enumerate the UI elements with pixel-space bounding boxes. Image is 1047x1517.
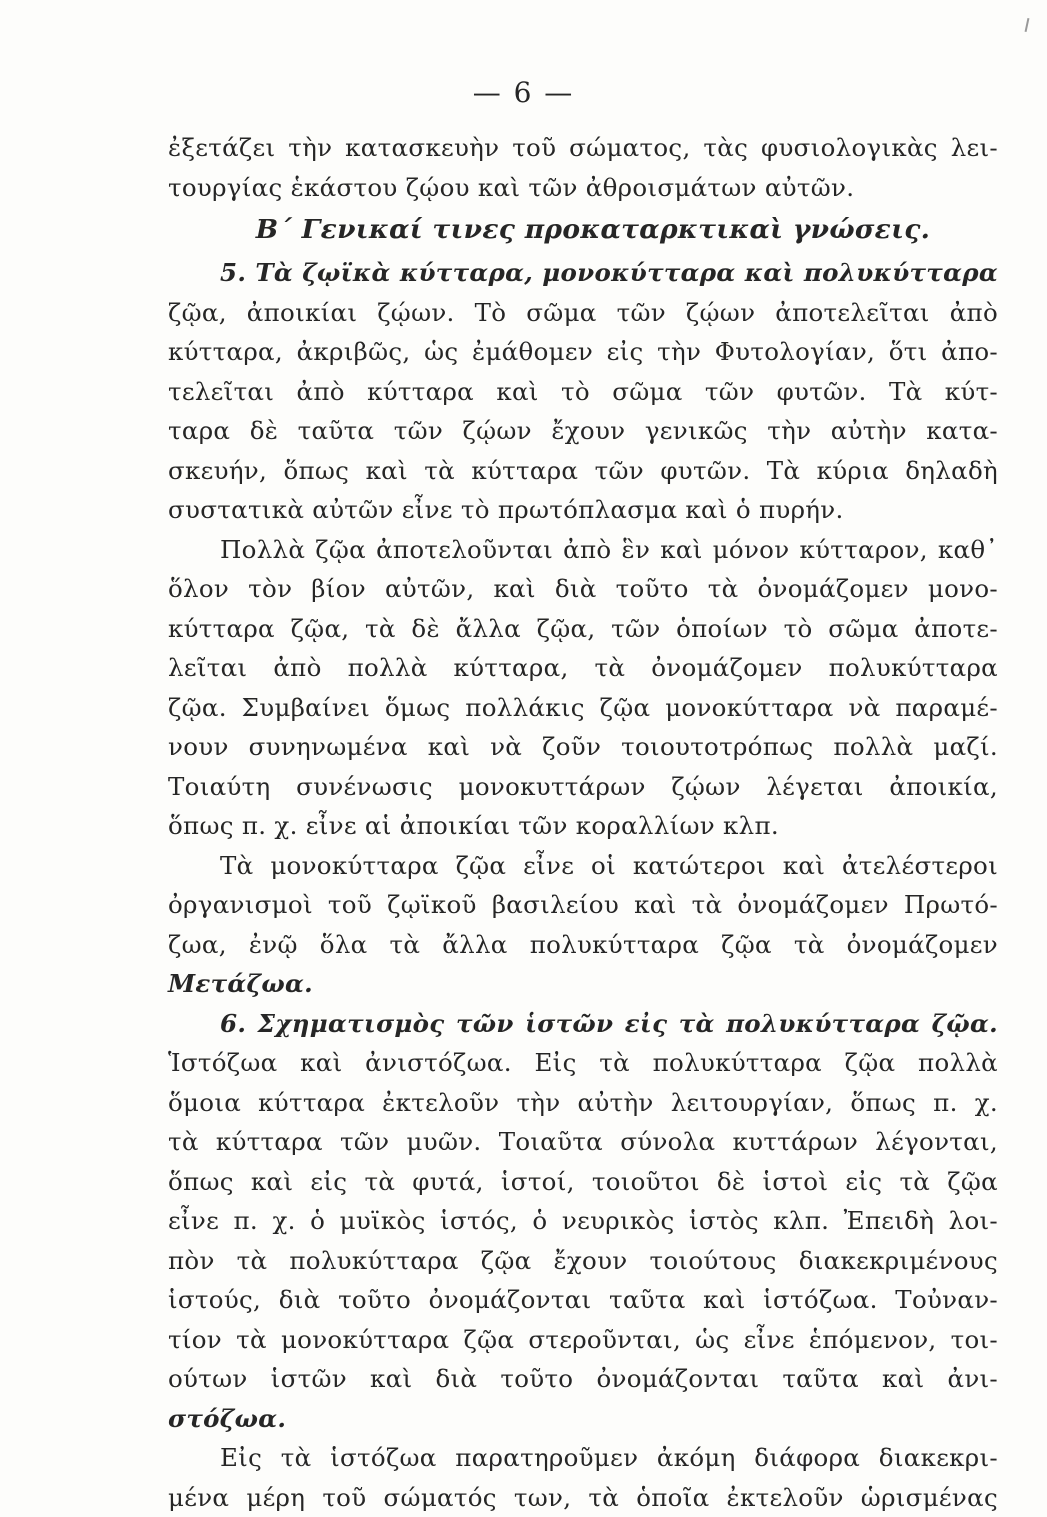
text-line: ούτων ἱστῶν καὶ διὰ τοῦτο ὀνομάζονται ταῦτα καὶ ἀνι- [168, 1359, 998, 1399]
text-line: ἱστούς, διὰ τοῦτο ὀνομάζονται ταῦτα καὶ ἱστόζωα. Τοὐναν- [168, 1280, 998, 1320]
text-line: ὀργανισμοὶ τοῦ ζῳϊκοῦ βασιλείου καὶ τὰ ὀνομάζομεν Πρωτό- [168, 885, 998, 925]
text-line: πὸν τὰ πολυκύτταρα ζῷα ἔχουν τοιούτους διακεκριμένους [168, 1241, 998, 1281]
subsection-heading: 5. Τὰ ζῳϊκὰ κύτταρα, μονοκύτταρα καὶ πολυκύτταρα [168, 253, 998, 293]
text-line: Τοιαύτη συνένωσις μονοκυττάρων ζῴων λέγεται ἀποικία, [168, 767, 998, 807]
text-line: Τὰ μονοκύτταρα ζῷα εἶνε οἱ κατώτεροι καὶ ἀτελέστεροι [168, 846, 998, 886]
text-line: στόζωα. [168, 1399, 998, 1439]
text-line: ταρα δὲ ταῦτα τῶν ζῴων ἔχουν γενικῶς τὴν αὐτὴν κατα- [168, 411, 998, 451]
text-line: συστατικὰ αὐτῶν εἶνε τὸ πρωτόπλασμα καὶ ὁ πυρήν. [168, 490, 998, 530]
text-line: Μετάζωα. [168, 964, 998, 1004]
subsection-heading: 6. Σχηματισμὸς τῶν ἱστῶν εἰς τὰ πολυκύτταρα ζῷα. [168, 1004, 998, 1044]
text-line: ὅπως π. χ. εἶνε αἱ ἀποικίαι τῶν κοραλλίων κλπ. [168, 806, 998, 846]
text-line: τουργίας ἑκάστου ζῴου καὶ τῶν ἀθροισμάτων αὐτῶν. [168, 168, 998, 208]
page-body [168, 128, 998, 1517]
text-line: ζωα, ἐνῷ ὅλα τὰ ἄλλα πολυκύτταρα ζῷα τὰ ὀνομάζομεν [168, 925, 998, 965]
margin-mark [1025, 18, 1030, 32]
text-line: Εἰς τὰ ἱστόζωα παρατηροῦμεν ἀκόμη διάφορα διακεκρι- [168, 1438, 998, 1478]
page-number: — 6 — [0, 76, 1047, 109]
text-line: νουν συνηνωμένα καὶ νὰ ζοῦν τοιουτοτρόπως πολλὰ μαζί. [168, 727, 998, 767]
text-line: ὅλον τὸν βίον αὐτῶν, καὶ διὰ τοῦτο τὰ ὀνομάζομεν μονο- [168, 569, 998, 609]
text-line: εἶνε π. χ. ὁ μυϊκὸς ἱστός, ὁ νευρικὸς ἱστὸς κλπ. Ἐπειδὴ λοι- [168, 1201, 998, 1241]
text-line: ἐξετάζει τὴν κατασκευὴν τοῦ σώματος, τὰς φυσιολογικὰς λει- [168, 128, 998, 168]
text-line: κύτταρα ζῷα, τὰ δὲ ἄλλα ζῷα, τῶν ὁποίων τὸ σῶμα ἀποτε- [168, 609, 998, 649]
text-line: ὅπως καὶ εἰς τὰ φυτά, ἱστοί, τοιοῦτοι δὲ ἱστοὶ εἰς τὰ ζῷα [168, 1162, 998, 1202]
text-line: λεῖται ἀπὸ πολλὰ κύτταρα, τὰ ὀνομάζομεν πολυκύτταρα [168, 648, 998, 688]
text-line: Πολλὰ ζῷα ἀποτελοῦνται ἀπὸ ἓν καὶ μόνον κύτταρον, καθ᾿ [168, 530, 998, 570]
text-line: τελεῖται ἀπὸ κύτταρα καὶ τὸ σῶμα τῶν φυτῶν. Τὰ κύτ- [168, 372, 998, 412]
text-line: τὰ κύτταρα τῶν μυῶν. Τοιαῦτα σύνολα κυττάρων λέγονται, [168, 1122, 998, 1162]
text-line: ζῷα, ἀποικίαι ζῴων. Τὸ σῶμα τῶν ζῴων ἀποτελεῖται ἀπὸ [168, 293, 998, 333]
text-line: ζῷα. Συμβαίνει ὅμως πολλάκις ζῷα μονοκύτταρα νὰ παραμέ- [168, 688, 998, 728]
text-line: σκευήν, ὅπως καὶ τὰ κύτταρα τῶν φυτῶν. Τὰ κύρια δηλαδὴ [168, 451, 998, 491]
text-line: μένα μέρη τοῦ σώματός των, τὰ ὁποῖα ἐκτελοῦν ὡρισμένας [168, 1478, 998, 1517]
text-line: τίον τὰ μονοκύτταρα ζῷα στεροῦνται, ὡς εἶνε ἑπόμενον, τοι- [168, 1320, 998, 1360]
text-line: κύτταρα, ἀκριβῶς, ὡς ἐμάθομεν εἰς τὴν Φυτολογίαν, ὅτι ἀπο- [168, 332, 998, 372]
text-line: ὅμοια κύτταρα ἐκτελοῦν τὴν αὐτὴν λειτουργίαν, ὅπως π. χ. [168, 1083, 998, 1123]
section-heading: Β΄ Γενικαί τινες προκαταρκτικαὶ γνώσεις. [168, 207, 998, 253]
text-line: Ἱστόζωα καὶ ἀνιστόζωα. Εἰς τὰ πολυκύτταρα ζῷα πολλὰ [168, 1043, 998, 1083]
